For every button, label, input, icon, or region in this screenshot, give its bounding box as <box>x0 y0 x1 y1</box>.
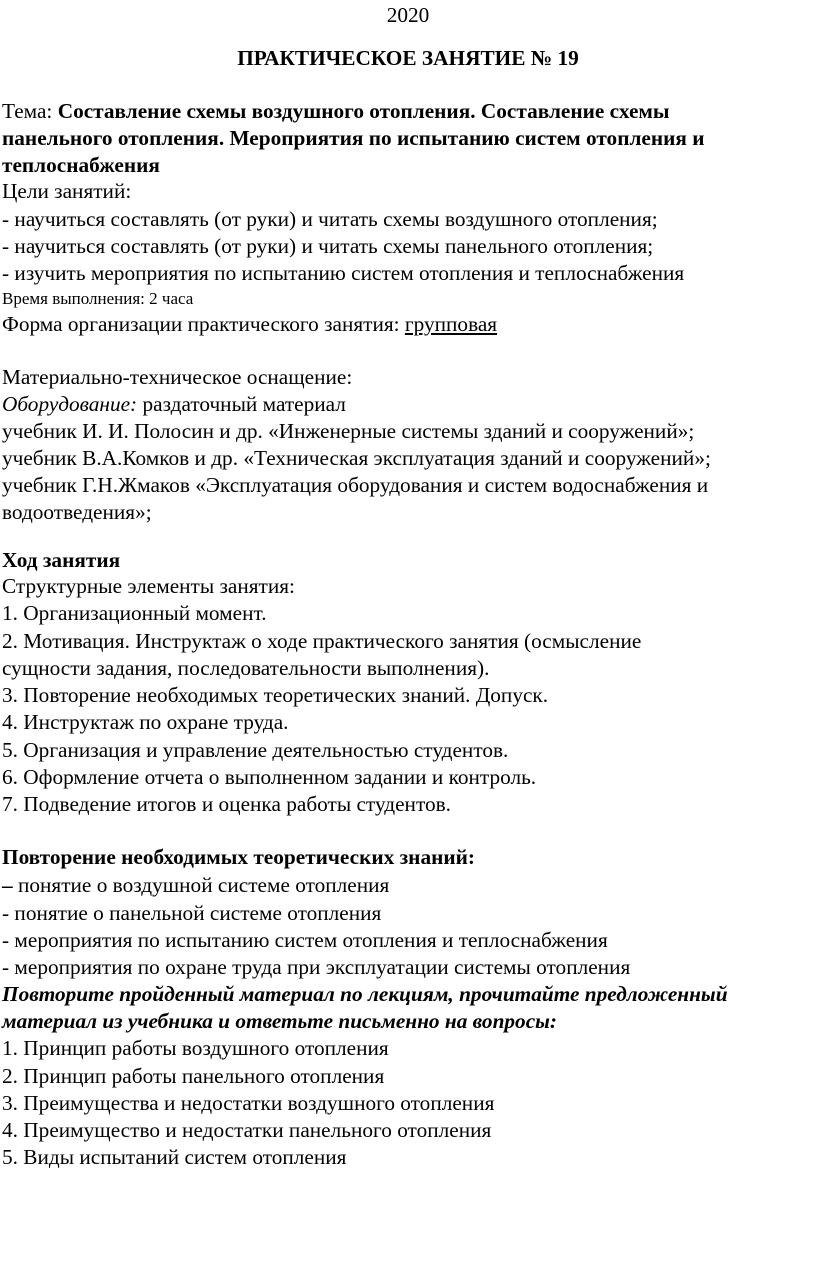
instruction-line-2: материал из учебника и ответьте письменно на вопросы: <box>2 1009 558 1033</box>
textbook-item: учебник В.А.Комков и др. «Техническая эксплуатация зданий и сооружений»; <box>2 446 711 470</box>
goals-heading: Цели занятий: <box>2 179 132 203</box>
course-item: 3. Повторение необходимых теоретических знаний. Допуск. <box>2 683 549 707</box>
question-item: 2. Принцип работы панельного отопления <box>2 1064 385 1088</box>
course-item: 1. Организационный момент. <box>2 601 267 625</box>
equipment-heading: Материально-техническое оснащение: <box>2 365 353 389</box>
textbook-item: учебник И. И. Полосин и др. «Инженерные системы зданий и сооружений»; <box>2 419 695 443</box>
course-item: сущности задания, последовательности выполнения). <box>2 656 490 680</box>
course-item: 5. Организация и управление деятельностью студентов. <box>2 738 509 762</box>
review-item: - мероприятия по испытанию систем отопления и теплоснабжения <box>2 928 608 952</box>
equipment-value: раздаточный материал <box>137 392 346 416</box>
course-item: 2. Мотивация. Инструктаж о ходе практического занятия (осмысление <box>2 629 642 653</box>
form-label: Форма организации практического занятия: <box>2 312 405 336</box>
year-header: 2020 <box>386 3 430 27</box>
question-item: 5. Виды испытаний систем отопления <box>2 1145 347 1169</box>
topic-text: Составление схемы воздушного отопления. Составление схемы <box>57 99 670 123</box>
page-title: ПРАКТИЧЕСКОЕ ЗАНЯТИЕ № 19 <box>237 46 579 70</box>
review-item: - мероприятия по охране труда при эксплуатации системы отопления <box>2 955 631 979</box>
equipment-line <box>2 394 346 415</box>
course-heading: Ход занятия <box>2 548 121 572</box>
textbook-item: водоотведения»; <box>2 500 152 524</box>
form-line <box>2 314 497 335</box>
review-dash: – <box>2 873 13 897</box>
review-item <box>2 875 389 896</box>
question-item: 4. Преимущество и недостатки панельного отопления <box>2 1118 492 1142</box>
topic-line-1 <box>2 101 670 122</box>
instruction-line-1: Повторите пройденный материал по лекциям, прочитайте предложенный <box>2 982 728 1006</box>
goal-item: - изучить мероприятия по испытанию систем отопления и теплоснабжения <box>2 261 685 285</box>
duration-text: Время выполнения: 2 часа <box>2 289 194 308</box>
review-heading: Повторение необходимых теоретических знаний: <box>2 845 475 869</box>
topic-line-2: панельного отопления. Мероприятия по испытанию систем отопления и <box>2 126 705 150</box>
course-item: 4. Инструктаж по охране труда. <box>2 710 289 734</box>
goal-item: - научиться составлять (от руки) и читать схемы панельного отопления; <box>2 234 654 258</box>
course-subheading: Структурные элементы занятия: <box>2 574 295 598</box>
topic-label: Тема: <box>2 99 58 123</box>
textbook-item: учебник Г.Н.Жмаков «Эксплуатация оборудования и систем водоснабжения и <box>2 473 709 497</box>
review-item-text: понятие о воздушной системе отопления <box>12 873 390 897</box>
equipment-label: Оборудование: <box>2 392 138 416</box>
course-item: 7. Подведение итогов и оценка работы студентов. <box>2 792 452 816</box>
question-item: 3. Преимущества и недостатки воздушного отопления <box>2 1091 495 1115</box>
course-item: 6. Оформление отчета о выполненном задании и контроль. <box>2 765 537 789</box>
form-value: групповая <box>404 312 498 336</box>
topic-line-3: теплоснабжения <box>2 153 160 177</box>
goal-item: - научиться составлять (от руки) и читать схемы воздушного отопления; <box>2 207 658 231</box>
question-item: 1. Принцип работы воздушного отопления <box>2 1036 389 1060</box>
review-item: - понятие о панельной системе отопления <box>2 901 382 925</box>
